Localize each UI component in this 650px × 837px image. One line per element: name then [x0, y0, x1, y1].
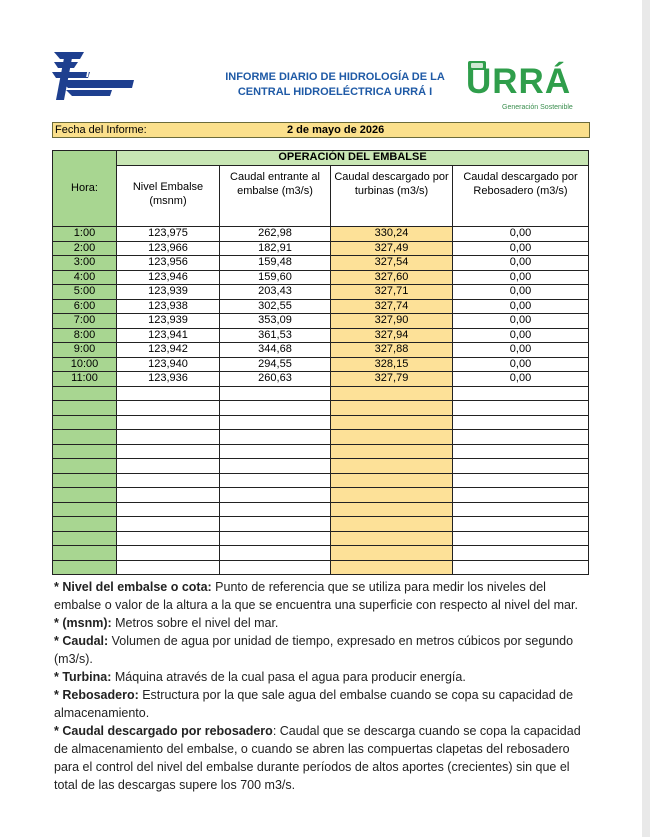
col-header-nivel: Nivel Embalse (msnm): [117, 166, 220, 227]
cell-caudal-rebosadero: [453, 546, 589, 561]
cell-caudal-entrante: [220, 459, 331, 474]
cell-caudal-entrante: 294,55: [220, 357, 331, 372]
table-row: [53, 473, 589, 488]
glossary-item: [54, 686, 594, 722]
cell-caudal-turbinas: [331, 444, 453, 459]
cell-caudal-turbinas: [331, 386, 453, 401]
cell-caudal-rebosadero: [453, 517, 589, 532]
cell-caudal-rebosadero: 0,00: [453, 314, 589, 329]
cell-hora: 4:00: [53, 270, 117, 285]
cell-caudal-turbinas: [331, 502, 453, 517]
cell-caudal-rebosadero: [453, 502, 589, 517]
cell-caudal-entrante: [220, 401, 331, 416]
cell-hora: 1:00: [53, 227, 117, 242]
cell-caudal-rebosadero: 0,00: [453, 343, 589, 358]
cell-caudal-entrante: [220, 488, 331, 503]
cell-caudal-rebosadero: [453, 531, 589, 546]
col-header-caudal-turbinas: Caudal descargado por turbinas (m3/s): [331, 166, 453, 227]
table-row: [53, 517, 589, 532]
glossary-definition: Máquina através de la cual pasa el agua para producir energía.: [111, 670, 466, 684]
cell-caudal-turbinas: [331, 459, 453, 474]
table-row: [53, 241, 589, 256]
cell-caudal-entrante: [220, 386, 331, 401]
cell-caudal-rebosadero: 0,00: [453, 357, 589, 372]
cell-nivel: [117, 502, 220, 517]
glossary-term: * Caudal descargado por rebosadero: [54, 724, 273, 738]
cell-nivel: 123,939: [117, 314, 220, 329]
table-row: [53, 328, 589, 343]
glossary-item: [54, 632, 594, 668]
cell-hora: 3:00: [53, 256, 117, 271]
logo-left-text: TMEC: [84, 66, 118, 80]
cell-hora: [53, 546, 117, 561]
table-row: [53, 560, 589, 575]
cell-caudal-turbinas: 327,54: [331, 256, 453, 271]
cell-caudal-entrante: 262,98: [220, 227, 331, 242]
table-row: [53, 546, 589, 561]
cell-nivel: [117, 531, 220, 546]
table-row: [53, 343, 589, 358]
glossary-definition: Volumen de agua por unidad de tiempo, expresado en metros cúbicos por segundo (m3/s).: [54, 634, 574, 666]
table-row: [53, 386, 589, 401]
cell-nivel: [117, 546, 220, 561]
cell-caudal-turbinas: [331, 546, 453, 561]
cell-hora: [53, 386, 117, 401]
cell-caudal-rebosadero: [453, 473, 589, 488]
cell-caudal-turbinas: [331, 531, 453, 546]
cell-caudal-rebosadero: [453, 488, 589, 503]
report-date-bar: [52, 122, 590, 138]
glossary-definition: : Caudal que se descarga cuando se copa la capacidad de almacenamiento del embalse, o cuando se abren las compuertas clapetas del rebosadero para el control del nivel del embalse durante períodos de altos aportes (crecientes) sin que el total de las descargas supere los 700 m3/s.: [54, 724, 581, 792]
cell-nivel: 123,941: [117, 328, 220, 343]
glossary-item: [54, 614, 594, 632]
table-row: [53, 531, 589, 546]
cell-caudal-entrante: 260,63: [220, 372, 331, 387]
cell-nivel: [117, 386, 220, 401]
col-header-caudal-entrante: Caudal entrante al embalse (m3/s): [220, 166, 331, 227]
cell-hora: 8:00: [53, 328, 117, 343]
cell-caudal-turbinas: 327,88: [331, 343, 453, 358]
cell-caudal-turbinas: 327,90: [331, 314, 453, 329]
report-date-value: 2 de mayo de 2026: [287, 124, 385, 136]
glossary-item: [54, 722, 594, 794]
report-date-label: Fecha del Informe:: [55, 124, 147, 136]
cell-caudal-rebosadero: 0,00: [453, 241, 589, 256]
cell-hora: [53, 531, 117, 546]
cell-caudal-turbinas: [331, 473, 453, 488]
report-title-line1: INFORME DIARIO DE HIDROLOGÍA DE LA: [225, 71, 445, 83]
page-edge: [642, 0, 650, 837]
table-row: [53, 256, 589, 271]
group-header: OPERACIÓN DEL EMBALSE: [117, 151, 589, 166]
cell-hora: [53, 473, 117, 488]
glossary-item: [54, 668, 594, 686]
cell-hora: [53, 502, 117, 517]
cell-nivel: [117, 444, 220, 459]
glossary-definition: Metros sobre el nivel del mar.: [111, 616, 279, 630]
cell-caudal-rebosadero: 0,00: [453, 372, 589, 387]
table-row: [53, 299, 589, 314]
cell-hora: [53, 517, 117, 532]
report-title-line2: CENTRAL HIDROELÉCTRICA URRÁ I: [237, 86, 433, 98]
cell-caudal-rebosadero: [453, 444, 589, 459]
cell-caudal-turbinas: [331, 488, 453, 503]
cell-caudal-entrante: [220, 531, 331, 546]
cell-caudal-turbinas: 327,94: [331, 328, 453, 343]
cell-caudal-turbinas: 327,49: [331, 241, 453, 256]
cell-hora: [53, 415, 117, 430]
cell-caudal-turbinas: 327,74: [331, 299, 453, 314]
col-header-caudal-rebosadero: Caudal descargado por Rebosadero (m3/s): [453, 166, 589, 227]
cell-caudal-turbinas: 327,71: [331, 285, 453, 300]
cell-nivel: [117, 430, 220, 445]
cell-hora: [53, 401, 117, 416]
cell-caudal-turbinas: [331, 415, 453, 430]
cell-caudal-entrante: [220, 517, 331, 532]
cell-hora: 5:00: [53, 285, 117, 300]
cell-hora: 7:00: [53, 314, 117, 329]
cell-nivel: [117, 517, 220, 532]
cell-nivel: 123,940: [117, 357, 220, 372]
cell-caudal-turbinas: 327,79: [331, 372, 453, 387]
cell-caudal-turbinas: 330,24: [331, 227, 453, 242]
glossary-term: * Caudal:: [54, 634, 109, 648]
cell-nivel: 123,936: [117, 372, 220, 387]
cell-caudal-rebosadero: [453, 560, 589, 575]
cell-hora: 11:00: [53, 372, 117, 387]
cell-caudal-entrante: [220, 560, 331, 575]
cell-caudal-rebosadero: 0,00: [453, 299, 589, 314]
cell-caudal-turbinas: 328,15: [331, 357, 453, 372]
glossary-definition: Punto de referencia que se utiliza para medir los niveles del embalse o valor de la altura a la que se encuentra una superficie con respecto al nivel del mar.: [54, 580, 578, 612]
cell-caudal-rebosadero: 0,00: [453, 227, 589, 242]
cell-caudal-entrante: 353,09: [220, 314, 331, 329]
table-row: [53, 372, 589, 387]
report-title: [200, 70, 470, 100]
cell-hora: [53, 560, 117, 575]
cell-nivel: [117, 415, 220, 430]
cell-caudal-entrante: 159,60: [220, 270, 331, 285]
table-row: [53, 270, 589, 285]
table-row: [53, 401, 589, 416]
glossary-term: * Turbina:: [54, 670, 112, 684]
cell-caudal-entrante: 159,48: [220, 256, 331, 271]
cell-caudal-turbinas: [331, 560, 453, 575]
table-row: [53, 227, 589, 242]
table-row: [53, 314, 589, 329]
cell-caudal-entrante: 182,91: [220, 241, 331, 256]
cell-nivel: [117, 401, 220, 416]
cell-caudal-turbinas: 327,60: [331, 270, 453, 285]
cell-nivel: 123,942: [117, 343, 220, 358]
cell-caudal-turbinas: [331, 401, 453, 416]
cell-nivel: 123,938: [117, 299, 220, 314]
table-row: [53, 488, 589, 503]
cell-hora: 6:00: [53, 299, 117, 314]
urra-logo-text: URRÁ: [466, 62, 572, 101]
cell-nivel: [117, 560, 220, 575]
cell-hora: [53, 430, 117, 445]
glossary-item: [54, 578, 594, 614]
table-row: [53, 459, 589, 474]
cell-caudal-rebosadero: 0,00: [453, 328, 589, 343]
cell-caudal-entrante: [220, 444, 331, 459]
cell-nivel: [117, 488, 220, 503]
table-row: [53, 444, 589, 459]
cell-caudal-entrante: [220, 473, 331, 488]
cell-nivel: 123,975: [117, 227, 220, 242]
company-logo-left: [50, 50, 136, 106]
urra-logo-tagline: Generación Sostenible: [502, 104, 573, 111]
cell-caudal-rebosadero: 0,00: [453, 270, 589, 285]
cell-nivel: 123,946: [117, 270, 220, 285]
table-row: [53, 430, 589, 445]
col-header-hora: Hora:: [53, 151, 117, 227]
glossary-term: * (msnm):: [54, 616, 112, 630]
cell-caudal-entrante: 361,53: [220, 328, 331, 343]
cell-hora: [53, 444, 117, 459]
cell-caudal-rebosadero: [453, 430, 589, 445]
cell-caudal-rebosadero: [453, 459, 589, 474]
cell-caudal-rebosadero: [453, 401, 589, 416]
cell-caudal-entrante: [220, 430, 331, 445]
cell-hora: 9:00: [53, 343, 117, 358]
reservoir-operation-table: [52, 150, 589, 575]
cell-caudal-entrante: [220, 546, 331, 561]
cell-caudal-rebosadero: [453, 386, 589, 401]
table-row: [53, 415, 589, 430]
cell-caudal-rebosadero: 0,00: [453, 256, 589, 271]
cell-nivel: 123,966: [117, 241, 220, 256]
cell-nivel: 123,939: [117, 285, 220, 300]
cell-caudal-entrante: 302,55: [220, 299, 331, 314]
table-row: [53, 285, 589, 300]
glossary-term: * Rebosadero:: [54, 688, 139, 702]
glossary-notes: [54, 578, 594, 794]
cell-hora: 10:00: [53, 357, 117, 372]
cell-nivel: [117, 473, 220, 488]
cell-hora: 2:00: [53, 241, 117, 256]
cell-caudal-entrante: [220, 415, 331, 430]
glossary-definition: Estructura por la que sale agua del embalse cuando se copa su capacidad de almacenamiento.: [54, 688, 574, 720]
cell-caudal-entrante: [220, 502, 331, 517]
cell-caudal-turbinas: [331, 517, 453, 532]
cell-hora: [53, 488, 117, 503]
cell-caudal-rebosadero: 0,00: [453, 285, 589, 300]
table-row: [53, 502, 589, 517]
cell-caudal-turbinas: [331, 430, 453, 445]
cell-hora: [53, 459, 117, 474]
cell-caudal-entrante: 203,43: [220, 285, 331, 300]
cell-caudal-entrante: 344,68: [220, 343, 331, 358]
cell-nivel: 123,956: [117, 256, 220, 271]
glossary-term: * Nivel del embalse o cota:: [54, 580, 212, 594]
cell-caudal-rebosadero: [453, 415, 589, 430]
cell-nivel: [117, 459, 220, 474]
table-row: [53, 357, 589, 372]
